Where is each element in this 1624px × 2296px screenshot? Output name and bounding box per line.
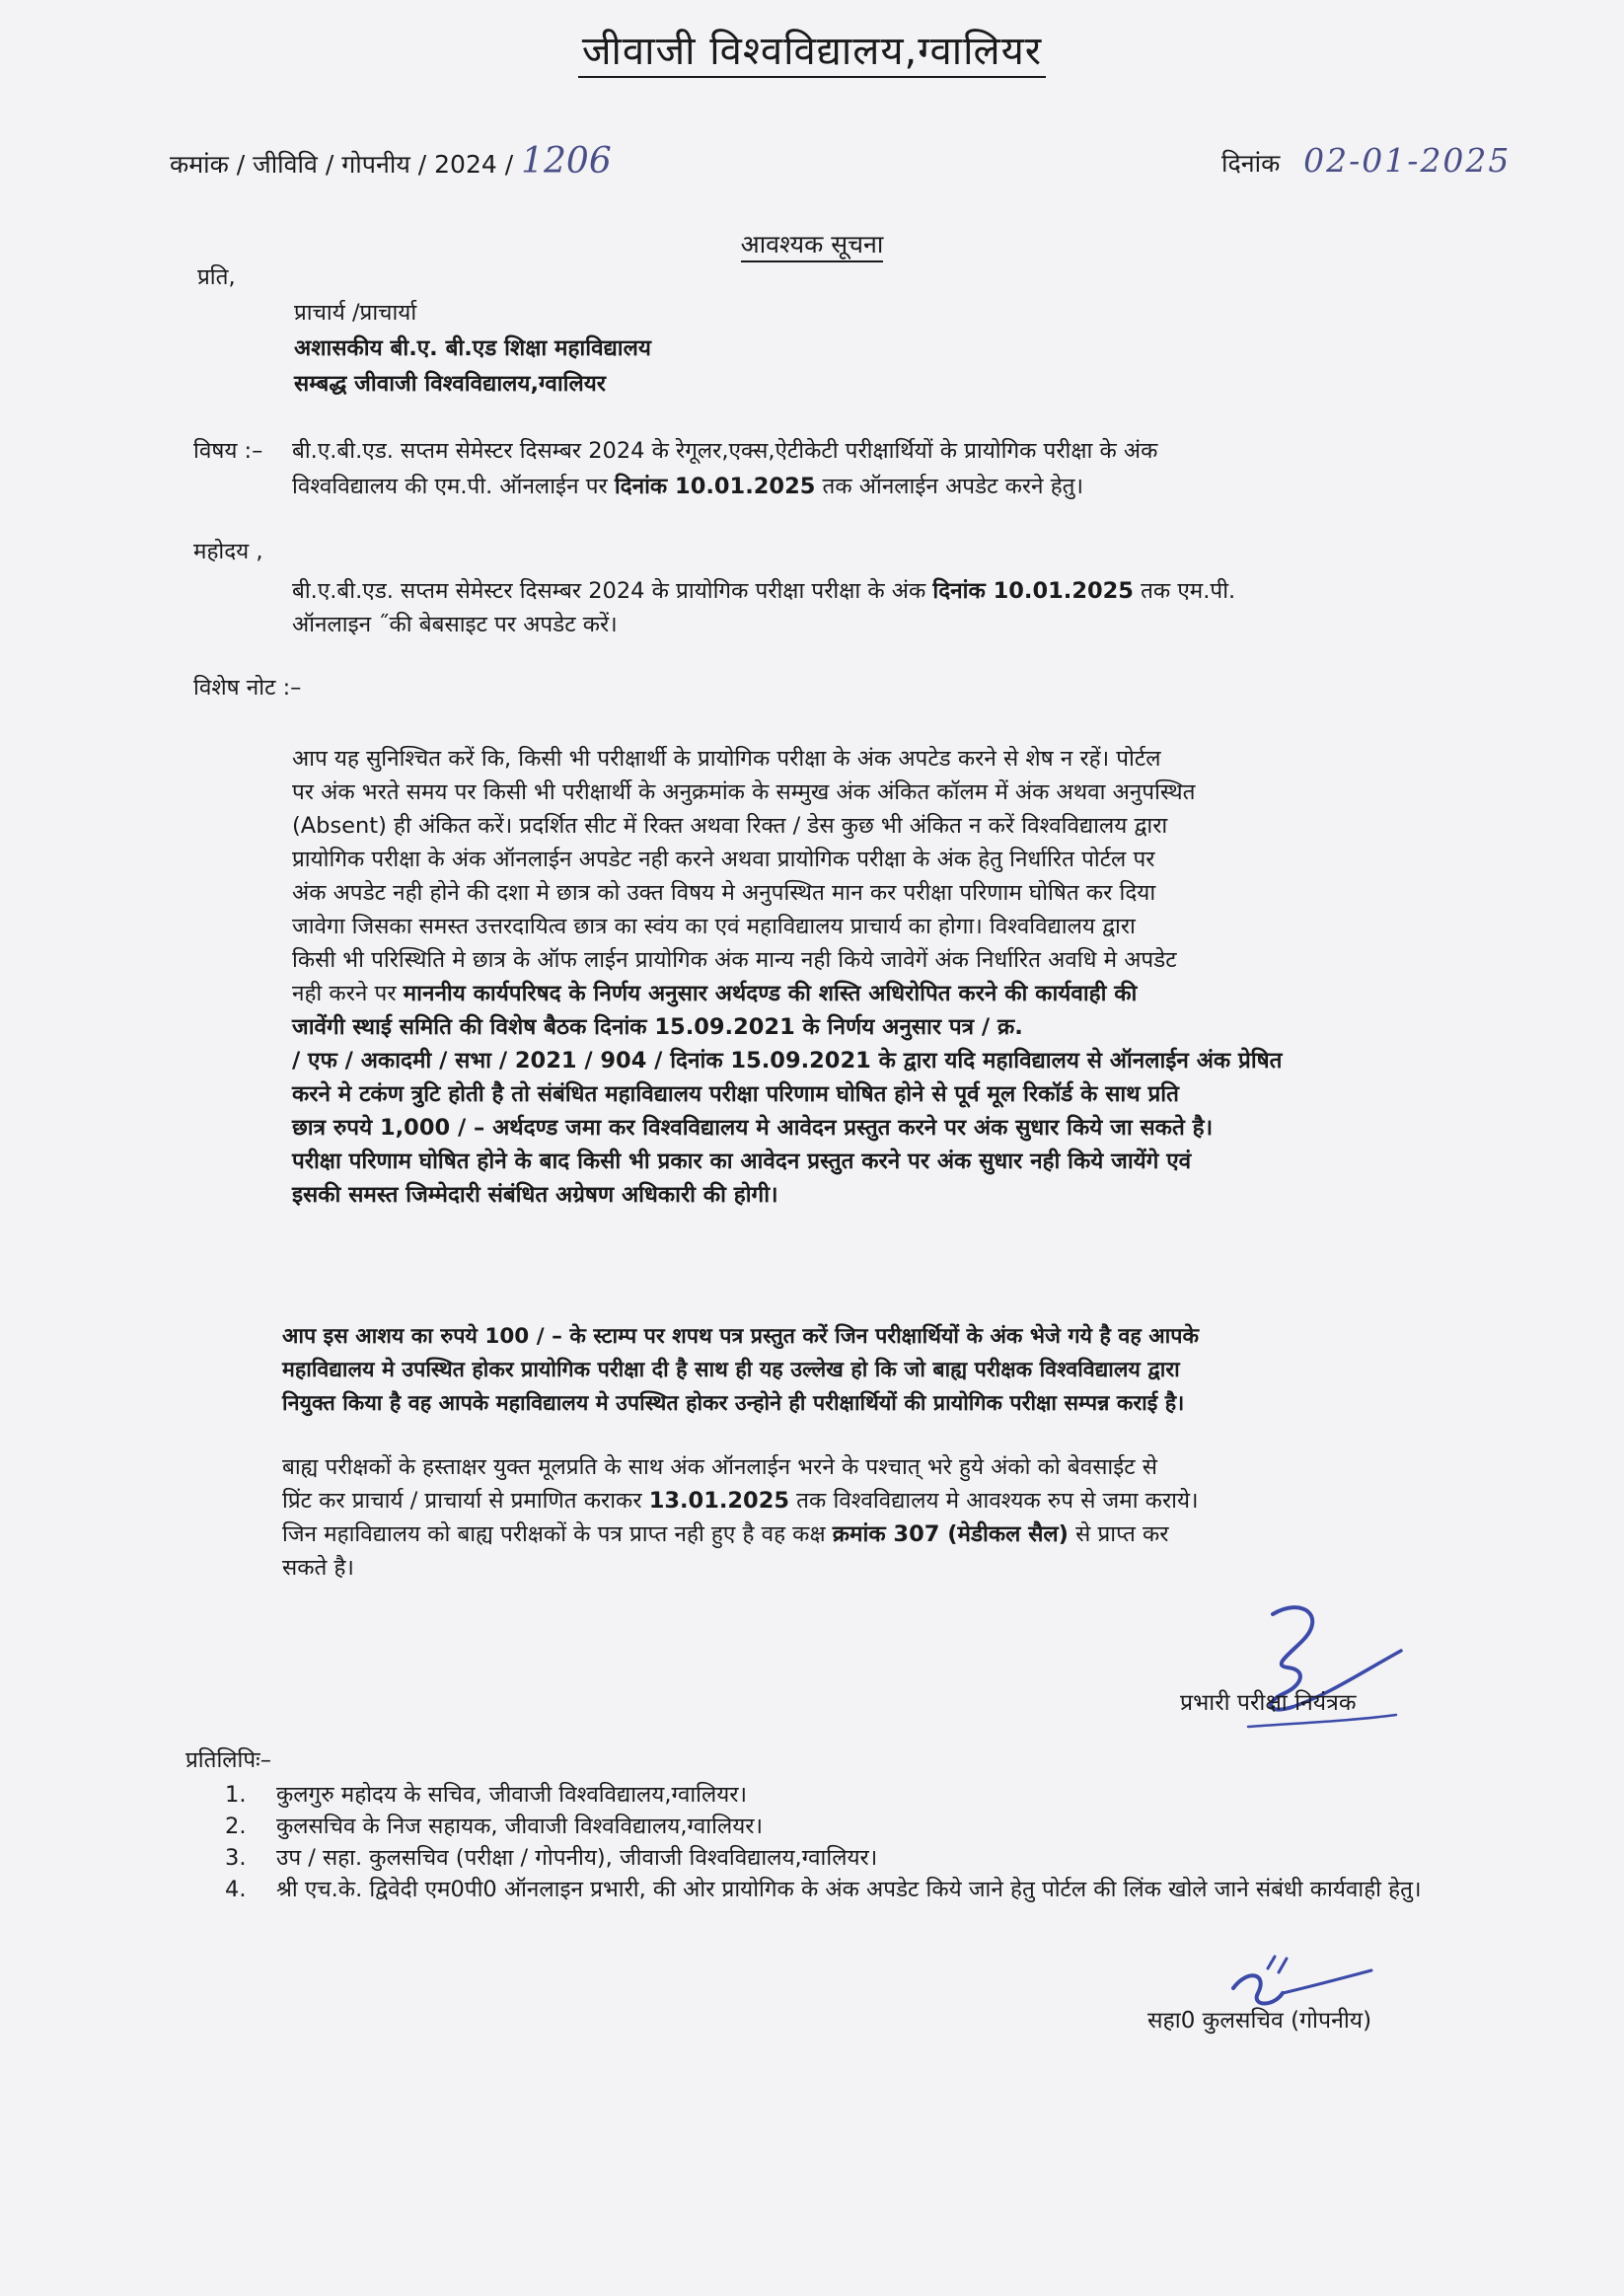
signatory-asst-registrar: सहा0 कुलसचिव (गोपनीय) [1147, 2008, 1372, 2034]
intro-line2: ऑनलाइन ˝की बेबसाइट पर अपडेट करें। [292, 612, 618, 637]
addressee-to: प्रति, [197, 264, 236, 290]
list-item: 4. श्री एच.के. द्विवेदी एम0पी0 ऑनलाइन प्रभारी, की ओर प्रायोगिक के अंक अपडेट किये जाने हेतु पोर्टल की लिंक खोले जाने संबंधी कार्यवाही हेतु। [225, 1877, 1422, 1902]
handwritten-ref-number: 1206 [521, 141, 612, 182]
list-item: 2. कुलसचिव के निज सहायक, जीवाजी विश्वविद्यालय,ग्वालियर। [225, 1814, 764, 1839]
note-paragraph-1: आप यह सुनिश्चित करें कि, किसी भी परीक्षार्थी के प्रायोगिक परीक्षा के अंक अपटेड करने से शेष न रहें। पोर्टल पर अंक भरते समय पर किसी भी परीक्षार्थी के अनुक्रमांक के सम्मुख अंक अंकित कॉलम में अंक अथवा अनुपस्थित (Absent) ही अंकित करें। प्रदर्शित सीट में रिक्त अथवा रिक्त / डेस कुछ भी अंकित न करें विश्वविद्यालय द्वारा प्रायोगिक परीक्षा के अंक ऑनलाईन अपडेट नही करने अथवा प्रायोगिक परीक्षा के अंक हेतु निर्धारित पोर्टल पर अंक अपडेट नही होने की दशा मे छात्र को उक्त विषय मे अनुपस्थित मान कर परीक्षा परिणाम घोषित कर दिया जावेगा जिसका समस्त उत्तरदायित्व छात्र का स्वंय का एवं महाविद्यालय प्राचार्य का होगा। विश्वविद्यालय द्वारा किसी भी परिस्थिति मे छात्र के ऑफ लाईन प्रायोगिक अंक मान्य नही किये जावेगें अंक निर्धारित अवधि मे अपडेट नही करने पर माननीय कार्यपरिषद के निर्णय अनुसार अर्थदण्ड की शस्ति अधिरोपित करने की कार्यवाही की जावेंगी स्थाई समिति की विशेष बैठक दिनांक 15.09.2021 के निर्णय अनुसार पत्र / क्र. / एफ / अकादमी / सभा / 2021 / 904 / दिनांक 15.09.2021 के द्वारा यदि महाविद्यालय से ऑनलाईन अंक प्रेषित करने मे टकंण त्रुटि होती है तो संबंधित महाविद्यालय परीक्षा परिणाम घोषित होने से पूर्व मूल रिकॉर्ड के साथ प्रति छात्र रुपये 1,000 / – अर्थदण्ड जमा कर विश्वविद्यालय मे आवेदन प्रस्तुत करने पर अंक सुधार किये जा सकते है। परीक्षा परिणाम घोषित होने के बाद किसी भी प्रकार का आवेदन प्रस्तुत करने पर अंक सुधार नही किये जायेंगे एवं इसकी समस्त जिम्मेदारी संबंधित अग्रेषण अधिकारी की होगी। [292, 746, 1283, 1208]
special-note-label: विशेष नोट :– [193, 675, 302, 701]
subject-label: विषय :– [193, 438, 263, 464]
signatory-exam-controller: प्रभारी परीक्षा नियंत्रक [1180, 1690, 1357, 1716]
addressee-line2: अशासकीय बी.ए. बी.एड शिक्षा महाविद्यालय [294, 335, 651, 361]
intro-line1: बी.ए.बी.एड. सप्तम सेमेस्टर दिसम्बर 2024 के प्रायोगिक परीक्षा परीक्षा के अंक दिनांक 10.01.2025 तक एम.पी. [292, 578, 1236, 604]
subject-line2: विश्वविद्यालय की एम.पी. ऑनलाईन पर दिनांक 10.01.2025 तक ऑनलाईन अपडेट करने हेतु। [292, 474, 1083, 499]
addressee-line1: प्राचार्य /प्राचार्या [294, 300, 417, 326]
notice-heading: आवश्यक सूचना [0, 227, 1624, 260]
list-item: 1. कुलगुरु महोदय के सचिव, जीवाजी विश्वविद्यालय,ग्वालियर। [225, 1782, 748, 1808]
note-paragraph-3: बाह्य परीक्षकों के हस्ताक्षर युक्त मूलप्रति के साथ अंक ऑनलाईन भरने के पश्चात् भरे हुये अंको को बेवसाईट से प्रिंट कर प्राचार्य / प्राचार्या से प्रमाणित कराकर 13.01.2025 तक विश्वविद्यालय मे आवश्यक रुप से जमा कराये। जिन महाविद्यालय को बाह्य परीक्षकों के पत्र प्राप्त नही हुए है वह कक्ष क्रमांक 307 (मेडीकल सैल) से प्राप्त कर सकते है। [282, 1454, 1199, 1581]
addressee-line3: सम्बद्ध जीवाजी विश्वविद्यालय,ग्वालियर [294, 371, 606, 397]
salutation: महोदय , [193, 539, 263, 564]
university-title: जीवाजी विश्वविद्यालय,ग्वालियर [0, 22, 1624, 76]
handwritten-date: 02-01-2025 [1303, 141, 1512, 180]
subject-line1: बी.ए.बी.एड. सप्तम सेमेस्टर दिसम्बर 2024 के रेगूलर,एक्स,ऐटीकेटी परीक्षार्थियों के प्रायोगिक परीक्षा के अंक [292, 438, 1158, 464]
note-paragraph-2: आप इस आशय का रुपये 100 / – के स्टाम्प पर शपथ पत्र प्रस्तुत करें जिन परीक्षार्थियों के अंक भेजे गये है वह आपके महाविद्यालय मे उपस्थित होकर प्रायोगिक परीक्षा दी है साथ ही यह उल्लेख हो कि जो बाह्य परीक्षक विश्वविद्यालय द्वारा नियुक्त किया है वह आपके महाविद्यालय मे उपस्थित होकर उन्होने ही परीक्षार्थियों की प्रायोगिक परीक्षा सम्पन्न कराई है। [282, 1324, 1199, 1416]
list-item: 3. उप / सहा. कुलसचिव (परीक्षा / गोपनीय), जीवाजी विश्वविद्यालय,ग्वालियर। [225, 1845, 878, 1871]
letter-date: दिनांक 02-01-2025 [1221, 141, 1512, 180]
copy-list [225, 1779, 1498, 1905]
copy-label: प्रतिलिपिः– [185, 1747, 271, 1773]
signature-mark-1 [1233, 1596, 1411, 1744]
reference-number: कमांक / जीविवि / गोपनीय / 2024 / 1206 [170, 141, 612, 182]
